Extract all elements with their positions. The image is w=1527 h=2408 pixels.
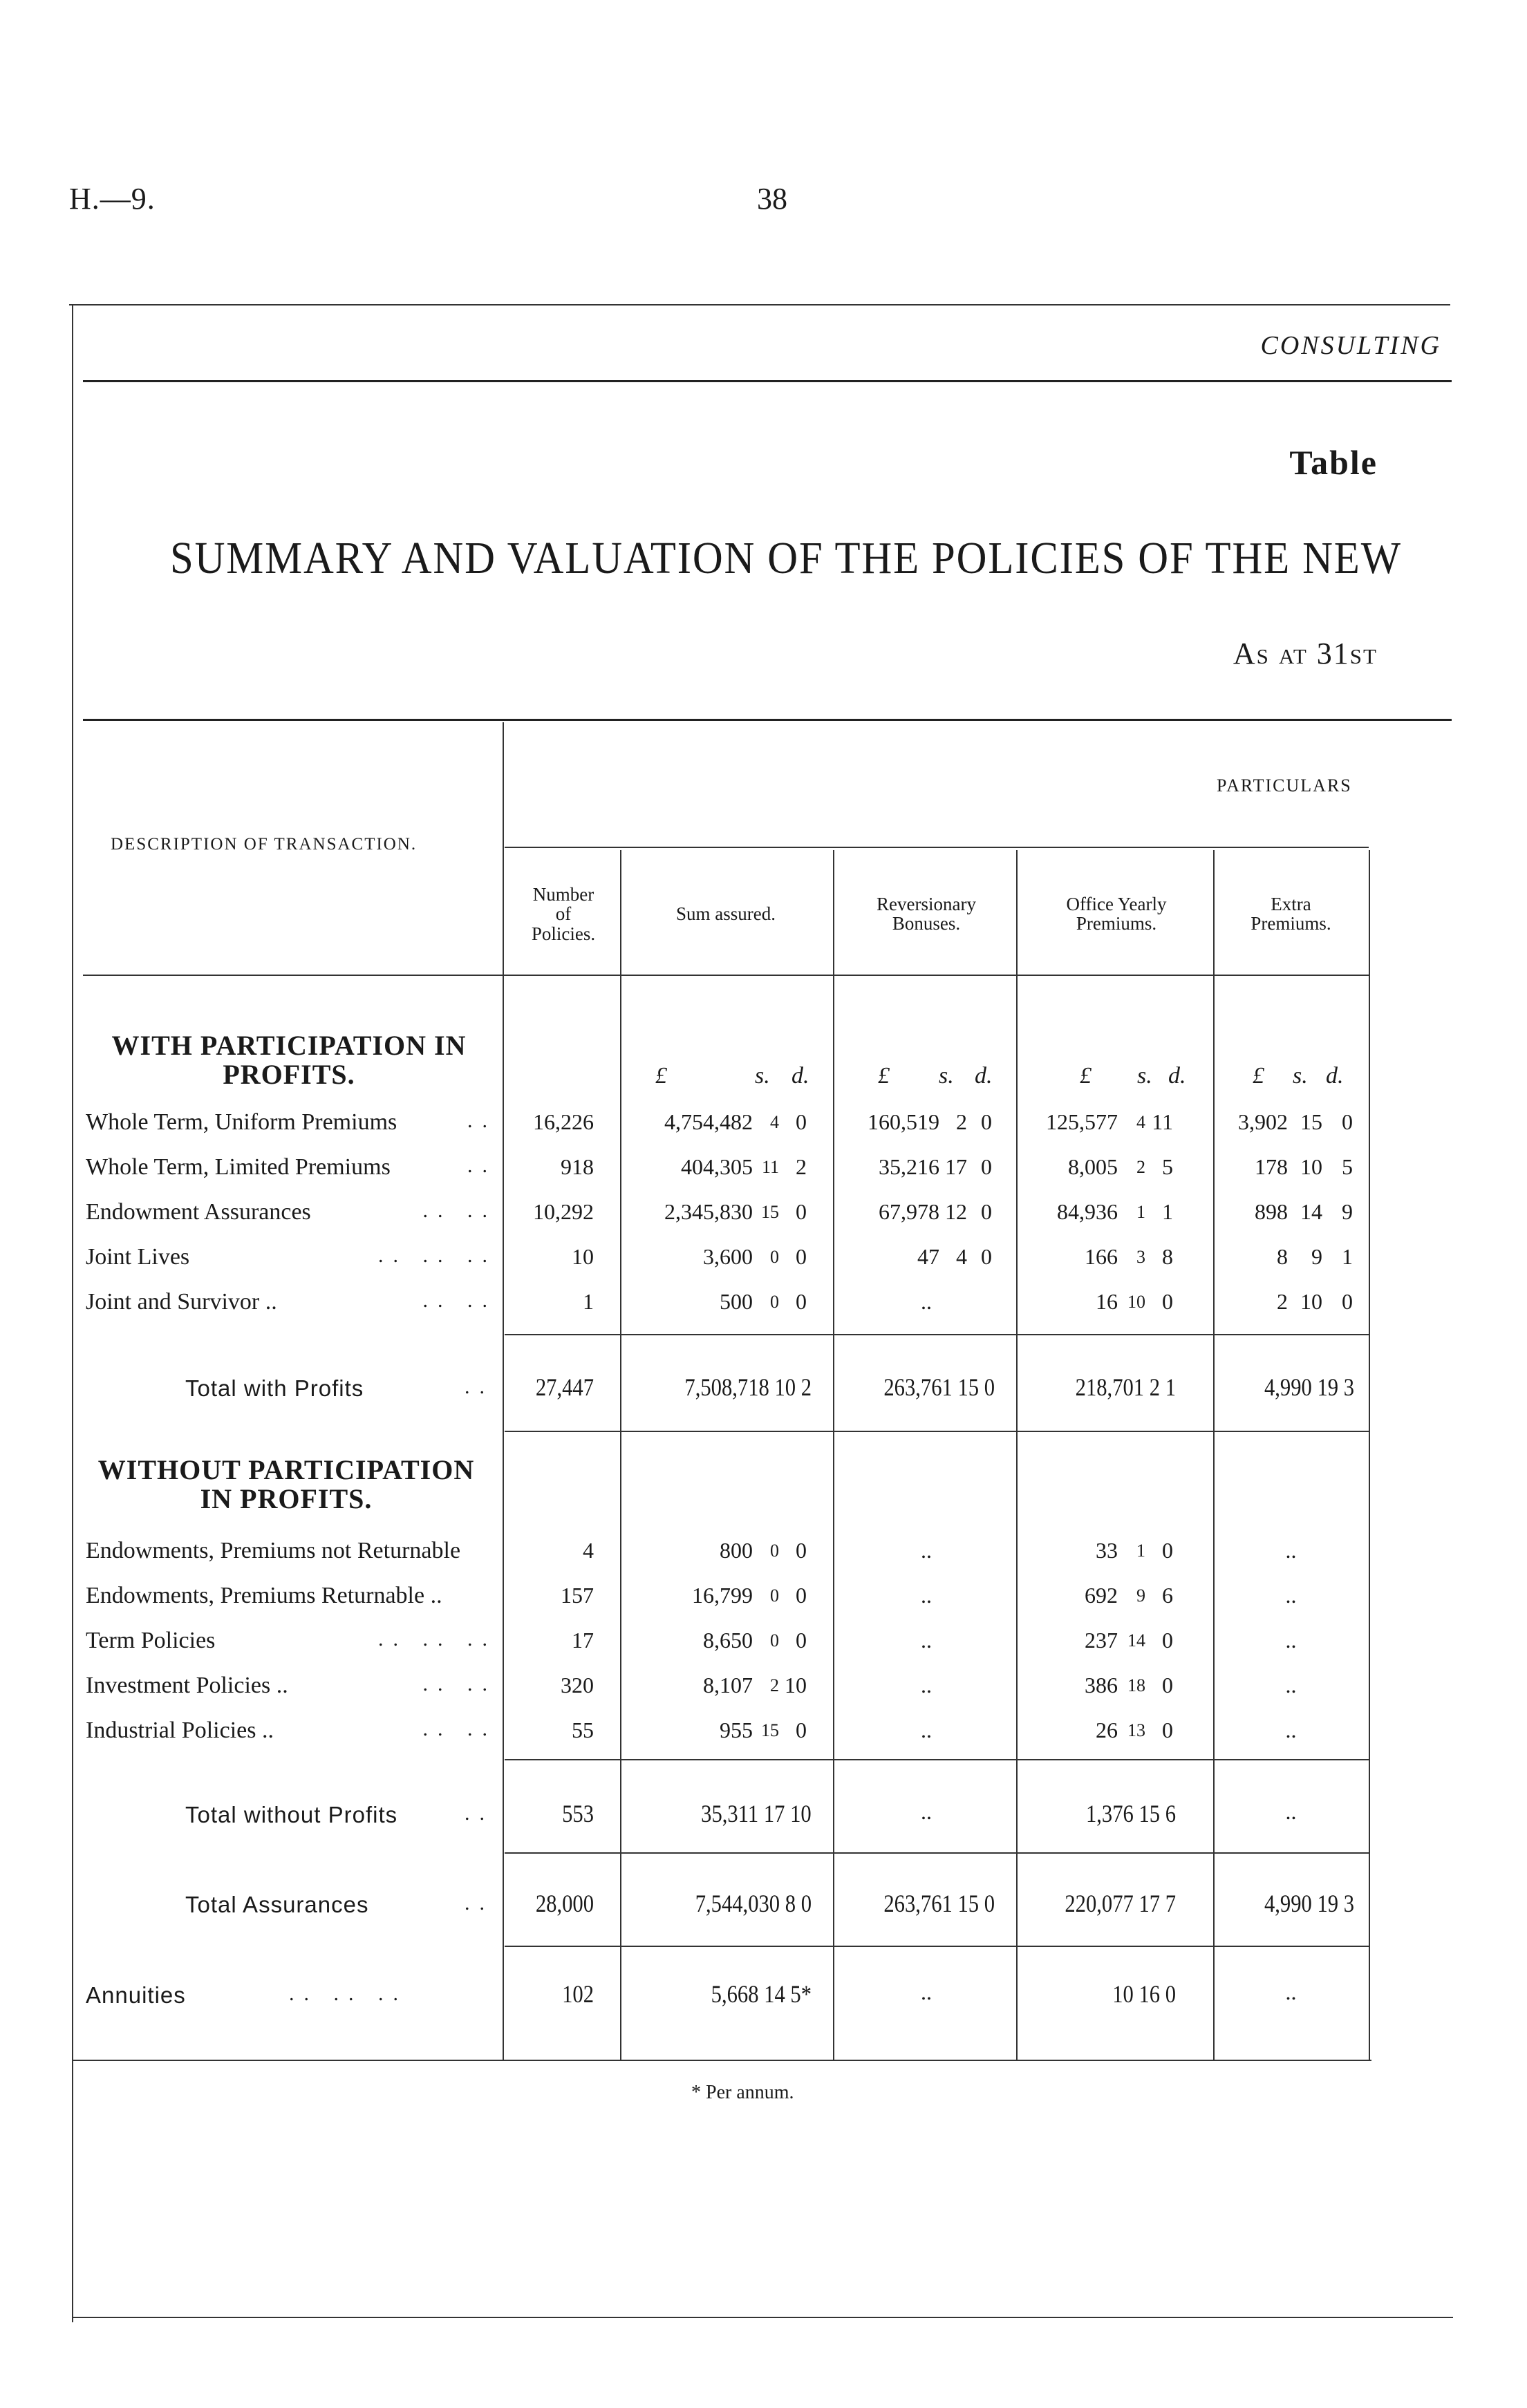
cell-office-shillings: 3	[1136, 1247, 1145, 1267]
annuities-bonus: ..	[921, 1979, 932, 2004]
row-label: Term Policies	[86, 1628, 216, 1653]
cell-sum-pounds: 404,305	[681, 1154, 753, 1179]
cell-extra-empty: ..	[1285, 1718, 1297, 1742]
cell-bonus-empty: ..	[921, 1673, 932, 1697]
cell-bonus-empty: ..	[921, 1718, 932, 1742]
cell-office-pounds: 84,936	[1057, 1199, 1118, 1224]
cell-bonus-shillings: 4	[956, 1244, 967, 1269]
row-label: Endowment Assurances	[86, 1199, 311, 1225]
total-without-bonus: ..	[921, 1799, 932, 1824]
row-dots: .. ..	[422, 1718, 497, 1740]
cell-extra-empty: ..	[1285, 1538, 1297, 1563]
cell-extra-shillings: 15	[1300, 1109, 1322, 1134]
cell-sum-pounds: 3,600	[703, 1244, 753, 1269]
cell-bonus-shillings: 12	[945, 1199, 967, 1224]
cell-sum-pence: 0	[796, 1244, 807, 1269]
cell-extra-pounds: 8	[1277, 1244, 1288, 1269]
cell-sum-pounds: 2,345,830	[664, 1199, 753, 1224]
cell-office-pounds: 125,577	[1046, 1109, 1118, 1134]
row-label: Joint and Survivor ..	[86, 1289, 277, 1315]
as-at-date: As at 31st	[1233, 637, 1378, 670]
cell-sum-pence: 0	[796, 1538, 807, 1563]
frame-top-rule	[69, 304, 1450, 305]
cell-bonus-pence: 0	[981, 1199, 992, 1224]
cell-extra-pounds: 3,902	[1238, 1109, 1288, 1134]
row-label: Whole Term, Limited Premiums	[86, 1154, 391, 1180]
cell-sum-shillings: 15	[761, 1720, 779, 1740]
col-head-extra-premiums: Extra Premiums.	[1250, 894, 1331, 934]
cell-extra-pence: 9	[1342, 1199, 1353, 1224]
total-assurances-bonus: 263,761 15 0	[883, 1890, 995, 1917]
cell-office-shillings: 2	[1136, 1157, 1145, 1177]
cell-bonus-empty: ..	[921, 1583, 932, 1608]
cell-office-shillings: 4	[1136, 1112, 1145, 1132]
row-dots: .. .. ..	[378, 1244, 497, 1267]
total-with-number: 27,447	[535, 1373, 594, 1401]
annuities-sum: 5,668 14 5*	[711, 1980, 812, 2008]
row-dots: .. ..	[422, 1673, 497, 1695]
cell-sum-pence: 0	[796, 1583, 807, 1608]
cell-bonus-empty: ..	[921, 1538, 932, 1563]
cell-bonus-pence: 0	[981, 1244, 992, 1269]
cell-number: 157	[561, 1583, 594, 1608]
page-title: SUMMARY AND VALUATION OF THE POLICIES OF THE NEW	[170, 533, 1402, 583]
total-assurances-sum: 7,544,030 8 0	[695, 1890, 812, 1917]
total-assurances-office: 220,077 17 7	[1065, 1890, 1176, 1917]
cell-extra-shillings: 9	[1311, 1244, 1322, 1269]
cell-office-pounds: 692	[1085, 1583, 1118, 1608]
total-with-office: 218,701 2 1	[1075, 1373, 1176, 1401]
unit-pound-extra: £	[1253, 1063, 1264, 1089]
cell-office-pence: 0	[1162, 1538, 1173, 1563]
cell-sum-pence: 0	[796, 1109, 807, 1134]
cell-office-pence: 0	[1162, 1673, 1173, 1697]
cell-sum-pence: 0	[796, 1289, 807, 1314]
cell-office-shillings: 18	[1127, 1675, 1145, 1695]
cell-office-shillings: 13	[1127, 1720, 1145, 1740]
cell-office-pence: 6	[1162, 1583, 1173, 1608]
row-dots: ..	[467, 1109, 497, 1132]
cell-sum-shillings: 11	[761, 1157, 779, 1177]
document-code: H.—9.	[69, 182, 156, 216]
total-with-dots: ..	[465, 1375, 494, 1398]
description-heading: DESCRIPTION OF TRANSACTION.	[111, 835, 418, 854]
total-without-number: 553	[562, 1800, 594, 1827]
cell-sum-shillings: 0	[770, 1541, 779, 1561]
cell-bonus-pounds: 35,216	[879, 1154, 939, 1179]
cell-number: 1	[583, 1289, 594, 1314]
rule-above-table	[83, 719, 1452, 721]
cell-sum-shillings: 0	[770, 1586, 779, 1606]
cell-extra-pence: 0	[1342, 1289, 1353, 1314]
cell-sum-shillings: 0	[770, 1292, 779, 1312]
col-rule-office	[1213, 850, 1215, 2060]
cell-sum-shillings: 15	[761, 1202, 779, 1222]
section-with-profits: WITH PARTICIPATION IN PROFITS.	[111, 1030, 467, 1090]
cell-bonus-pounds: 47	[917, 1244, 939, 1269]
cell-office-pence: 0	[1162, 1289, 1173, 1314]
total-assurances-dots: ..	[465, 1892, 494, 1915]
annuities-label: Annuities	[86, 1982, 186, 2008]
cell-number: 10	[572, 1244, 594, 1269]
total-without-dots: ..	[465, 1802, 494, 1825]
cell-sum-pounds: 500	[720, 1289, 753, 1314]
cell-sum-pounds: 8,650	[703, 1628, 753, 1653]
cell-office-shillings: 9	[1136, 1586, 1145, 1606]
cell-office-shillings: 10	[1127, 1292, 1145, 1312]
unit-pence-office: d.	[1168, 1063, 1186, 1089]
cell-office-shillings: 1	[1136, 1541, 1145, 1561]
col-head-office-premiums: Office Yearly Premiums.	[1066, 894, 1167, 934]
cell-office-shillings: 14	[1127, 1630, 1145, 1650]
cell-extra-pounds: 898	[1255, 1199, 1288, 1224]
unit-pence-bonus: d.	[975, 1063, 993, 1089]
particulars-heading: PARTICULARS	[1217, 775, 1352, 796]
total-assurances-label: Total Assurances	[185, 1892, 369, 1917]
cell-office-pounds: 16	[1096, 1289, 1118, 1314]
col-rule-description	[503, 722, 504, 2060]
total-with-sum: 7,508,718 10 2	[684, 1373, 812, 1401]
cell-office-pounds: 166	[1085, 1244, 1118, 1269]
annuities-dots: .. .. ..	[289, 1982, 408, 2005]
cell-extra-pence: 0	[1342, 1109, 1353, 1134]
cell-sum-pounds: 955	[720, 1718, 753, 1742]
cell-office-pence: 1	[1162, 1199, 1173, 1224]
row-label: Investment Policies ..	[86, 1673, 288, 1698]
cell-extra-pounds: 2	[1277, 1289, 1288, 1314]
col-rule-sum	[833, 850, 834, 2060]
cell-office-shillings: 1	[1136, 1202, 1145, 1222]
cell-bonus-shillings: 2	[956, 1109, 967, 1134]
unit-pence-sum: d.	[791, 1063, 809, 1089]
annuities-office: 10 16 0	[1112, 1980, 1176, 2008]
total-without-label: Total without Profits	[185, 1802, 398, 1827]
rule-below-total-with	[505, 1431, 1369, 1432]
col-rule-bonuses	[1016, 850, 1018, 2060]
cell-office-pence: 8	[1162, 1244, 1173, 1269]
cell-extra-pence: 1	[1342, 1244, 1353, 1269]
total-without-office: 1,376 15 6	[1085, 1800, 1176, 1827]
rule-under-running-head	[83, 380, 1452, 382]
cell-office-pence: 5	[1162, 1154, 1173, 1179]
cell-bonus-pence: 0	[981, 1154, 992, 1179]
cell-sum-pounds: 8,107	[703, 1673, 753, 1697]
row-label: Whole Term, Uniform Premiums	[86, 1109, 397, 1135]
cell-number: 918	[561, 1154, 594, 1179]
cell-office-pounds: 8,005	[1068, 1154, 1118, 1179]
total-with-bonus: 263,761 15 0	[883, 1373, 995, 1401]
table-label: Table	[1289, 443, 1378, 482]
cell-sum-pence: 10	[785, 1673, 807, 1697]
cell-sum-shillings: 4	[770, 1112, 779, 1132]
cell-number: 17	[572, 1628, 594, 1653]
cell-sum-shillings: 0	[770, 1247, 779, 1267]
cell-office-pounds: 386	[1085, 1673, 1118, 1697]
row-dots: .. .. ..	[378, 1628, 497, 1650]
cell-office-pounds: 237	[1085, 1628, 1118, 1653]
total-without-extra: ..	[1285, 1799, 1297, 1824]
unit-shilling-office: s.	[1137, 1063, 1152, 1089]
rule-under-particulars	[505, 847, 1369, 848]
rule-below-total-assurances	[505, 1946, 1369, 1947]
cell-sum-pence: 0	[796, 1628, 807, 1653]
row-dots: .. ..	[422, 1289, 497, 1312]
row-dots: ..	[467, 1154, 497, 1177]
col-rule-number	[620, 850, 621, 2060]
cell-office-pence: 0	[1162, 1718, 1173, 1742]
col-head-sum-assured: Sum assured.	[676, 903, 776, 924]
cell-extra-empty: ..	[1285, 1628, 1297, 1653]
cell-extra-shillings: 10	[1300, 1289, 1322, 1314]
cell-number: 10,292	[533, 1199, 594, 1224]
cell-sum-pence: 0	[796, 1199, 807, 1224]
cell-extra-pence: 5	[1342, 1154, 1353, 1179]
cell-number: 55	[572, 1718, 594, 1742]
cell-bonus-pence: 0	[981, 1109, 992, 1134]
row-label: Endowments, Premiums not Returnable	[86, 1538, 461, 1563]
cell-sum-shillings: 2	[770, 1675, 779, 1695]
cell-sum-shillings: 0	[770, 1630, 779, 1650]
cell-bonus-pounds: 67,978	[879, 1199, 939, 1224]
cell-sum-pence: 2	[796, 1154, 807, 1179]
cell-sum-pounds: 800	[720, 1538, 753, 1563]
cell-extra-shillings: 10	[1300, 1154, 1322, 1179]
running-head: CONSULTING	[1260, 331, 1441, 360]
cell-extra-empty: ..	[1285, 1583, 1297, 1608]
cell-office-pounds: 26	[1096, 1718, 1118, 1742]
row-label: Endowments, Premiums Returnable ..	[86, 1583, 442, 1608]
cell-office-pence: 0	[1162, 1628, 1173, 1653]
unit-shilling-sum: s.	[755, 1063, 770, 1089]
rule-above-total-without	[505, 1759, 1369, 1760]
rule-below-total-without	[505, 1852, 1369, 1854]
cell-extra-empty: ..	[1285, 1673, 1297, 1697]
unit-pound-office: £	[1080, 1063, 1092, 1089]
cell-extra-shillings: 14	[1300, 1199, 1322, 1224]
cell-extra-pounds: 178	[1255, 1154, 1288, 1179]
unit-shilling-bonus: s.	[939, 1063, 954, 1089]
total-assurances-extra: 4,990 19 3	[1264, 1890, 1354, 1917]
rule-above-total-with	[505, 1334, 1369, 1335]
frame-left-rule	[72, 304, 73, 2322]
row-label: Industrial Policies ..	[86, 1718, 274, 1743]
cell-sum-pence: 0	[796, 1718, 807, 1742]
unit-pence-extra: d.	[1326, 1063, 1344, 1089]
col-rule-extra	[1369, 850, 1370, 2060]
row-label: Joint Lives	[86, 1244, 190, 1270]
rule-under-column-heads	[83, 975, 1369, 976]
cell-bonus-shillings: 17	[945, 1154, 967, 1179]
col-head-bonuses: Reversionary Bonuses.	[877, 894, 976, 934]
total-without-sum: 35,311 17 10	[701, 1800, 812, 1827]
total-with-extra: 4,990 19 3	[1264, 1373, 1354, 1401]
annuities-number: 102	[562, 1980, 594, 2008]
total-assurances-number: 28,000	[535, 1890, 594, 1917]
total-with-label: Total with Profits	[185, 1375, 364, 1401]
frame-bottom-rule	[72, 2317, 1453, 2318]
cell-office-pence: 11	[1152, 1109, 1173, 1134]
rule-table-bottom	[72, 2060, 1371, 2061]
page-number: 38	[757, 182, 787, 216]
cell-office-pounds: 33	[1096, 1538, 1118, 1563]
cell-number: 320	[561, 1673, 594, 1697]
section-without-profits: WITHOUT PARTICIPATION IN PROFITS.	[97, 1454, 475, 1514]
col-head-number: Number of Policies.	[531, 884, 596, 944]
unit-shilling-extra: s.	[1293, 1063, 1308, 1089]
cell-number: 16,226	[533, 1109, 594, 1134]
cell-bonus-pounds: 160,519	[868, 1109, 939, 1134]
cell-sum-pounds: 16,799	[692, 1583, 753, 1608]
cell-sum-pounds: 4,754,482	[664, 1109, 753, 1134]
footnote: * Per annum.	[691, 2082, 794, 2103]
annuities-extra: ..	[1285, 1979, 1297, 2004]
unit-pound-sum: £	[655, 1063, 667, 1089]
cell-number: 4	[583, 1538, 594, 1563]
row-dots: .. ..	[422, 1199, 497, 1222]
cell-bonus-empty: ..	[921, 1628, 932, 1653]
unit-pound-bonus: £	[878, 1063, 890, 1089]
cell-bonus-empty: ..	[921, 1289, 932, 1314]
